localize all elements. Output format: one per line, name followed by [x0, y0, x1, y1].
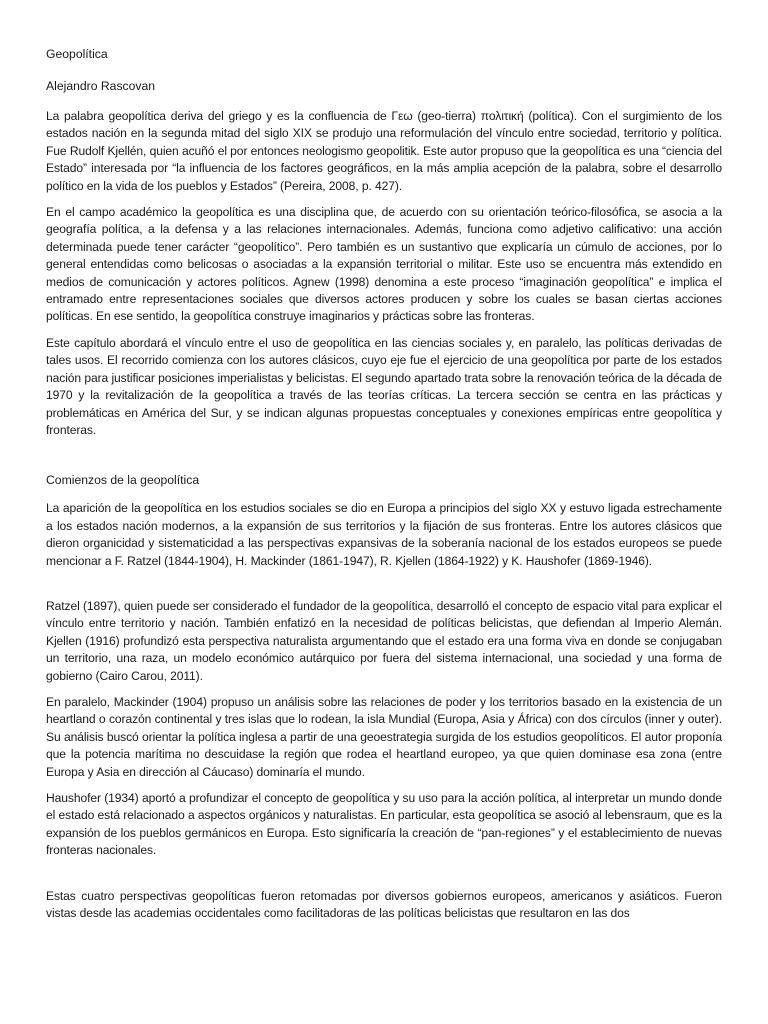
document-page	[46, 46, 722, 931]
paragraph-intro-1: La palabra geopolítica deriva del griego y es la confluencia de Γεω (geo-tierra) πολιτική (política). Con el surgimiento de los estados nación en la segunda mitad del siglo XIX se produjo una reformulación del vínculo entre sociedad, territorio y política. Fue Rudolf Kjellén, quien acuñó el por entonces neologismo geopolitik. Este autor propuso que la geopolítica es una “ciencia del Estado” interesada por “la influencia de los factores geográficos, en la más amplia acepción de la palabra, sobre el desarrollo político en la vida de los pueblos y Estados” (Pereira, 2008, p. 427).	[46, 109, 722, 193]
paragraph-ratzel: Ratzel (1897), quien puede ser considerado el fundador de la geopolítica, desarrolló el concepto de espacio vital para explicar el vínculo entre territorio y nación. También enfatizó en la necesidad de políticas belicistas, que defiendan al Imperio Alemán. Kjellen (1916) profundizó esta perspectiva naturalista argumentando que el estado era una forma viva en donde se conjugaban un territorio, una raza, un modelo económico autárquico por fuera del sistema internacional, una sociedad y una forma de gobierno (Cairo Carou, 2011).	[46, 598, 722, 683]
paragraph-final: Estas cuatro perspectivas geopolíticas fueron retomadas por diversos gobiernos europeos, americanos y asiáticos. Fueron vistas desde las academias occidentales como facilitadoras de las políticas belicistas que resultaron en las dos	[46, 888, 722, 921]
paragraph-intro-2: En el campo académico la geopolítica es una disciplina que, de acuerdo con su orientación teórico-filosófica, se asocia a la geografía política, a la defensa y a las relaciones internacionales. Además, funciona como adjetivo calificativo: una acción determinada puede tener carácter “geopolítico”. Pero también es un sustantivo que explicaría un cúmulo de acciones, por lo general entendidas como belicosas o asociadas a la expansión territorial o militar. Este uso se encuentra más extendido en medios de comunicación y actores políticos. Agnew (1998) denomina a este proceso “imaginación geopolítica” e implica el entramado entre representaciones sociales que diversos actores producen y sobre los cuales se basan ciertas acciones políticas. En ese sentido, la geopolítica construye imaginarios y prácticas sobre las fronteras.	[46, 205, 722, 324]
paragraph-haushofer: Haushofer (1934) aportó a profundizar el concepto de geopolítica y su uso para la acción política, al interpretar un mundo donde el estado está relacionado a aspectos orgánicos y naturalistas. En particular, esta geopolítica se asoció al lebensraum, que es la expansión de los pueblos germánicos en Europa. Esto significaría la creación de “pan-regiones” y el establecimiento de nuevas fronteras nacionales.	[46, 791, 722, 858]
paragraph-section-1: La aparición de la geopolítica en los estudios sociales se dio en Europa a principios del siglo XX y estuvo ligada estrechamente a los estados nación modernos, a la expansión de sus territorios y la fijación de sus fronteras. Entre los autores clásicos que dieron organicidad y sistematicidad a las perspectivas expansivas de la soberanía nacional de los estados europeos se puede mencionar a F. Ratzel (1844-1904), H. Mackinder (1861-1947), R. Kjellen (1864-1922) y K. Haushofer (1869-1946).	[46, 501, 722, 568]
section-heading: Comienzos de la geopolítica	[46, 473, 200, 488]
document-title: Geopolítica	[46, 47, 108, 61]
document-author: Alejandro Rascovan	[46, 79, 156, 93]
paragraph-mackinder: En paralelo, Mackinder (1904) propuso un análisis sobre las relaciones de poder y los territorios basado en la existencia de un heartland o corazón continental y tres islas que lo rodean, la isla Mundial (Europa, Asia y África) con dos círculos (inner y outer). Su análisis buscó orientar la política inglesa a partir de una geoestrategia surgida de los estudios geopolíticos. El autor proponía que la potencia marítima no descuidase la región que rodea el heartland europeo, ya que quien dominase esa zona (entre Europa y Asia en dirección al Cáucaso) dominaría el mundo.	[46, 694, 722, 779]
paragraph-intro-3: Este capítulo abordará el vínculo entre el uso de geopolítica en las ciencias sociales y, en paralelo, las políticas derivadas de tales usos. El recorrido comienza con los autores clásicos, cuyo eje fue el ejercicio de una geopolítica por parte de los estados nación para justificar posiciones imperialistas y belicistas. El segundo apartado trata sobre la renovación teórica de la década de 1970 y la revitalización de la geopolítica a través de las teorías críticas. La tercera sección se centra en las prácticas y problemáticas en América del Sur, y se indican algunas propuestas conceptuales y conexiones empíricas entre geopolítica y fronteras.	[46, 335, 722, 437]
